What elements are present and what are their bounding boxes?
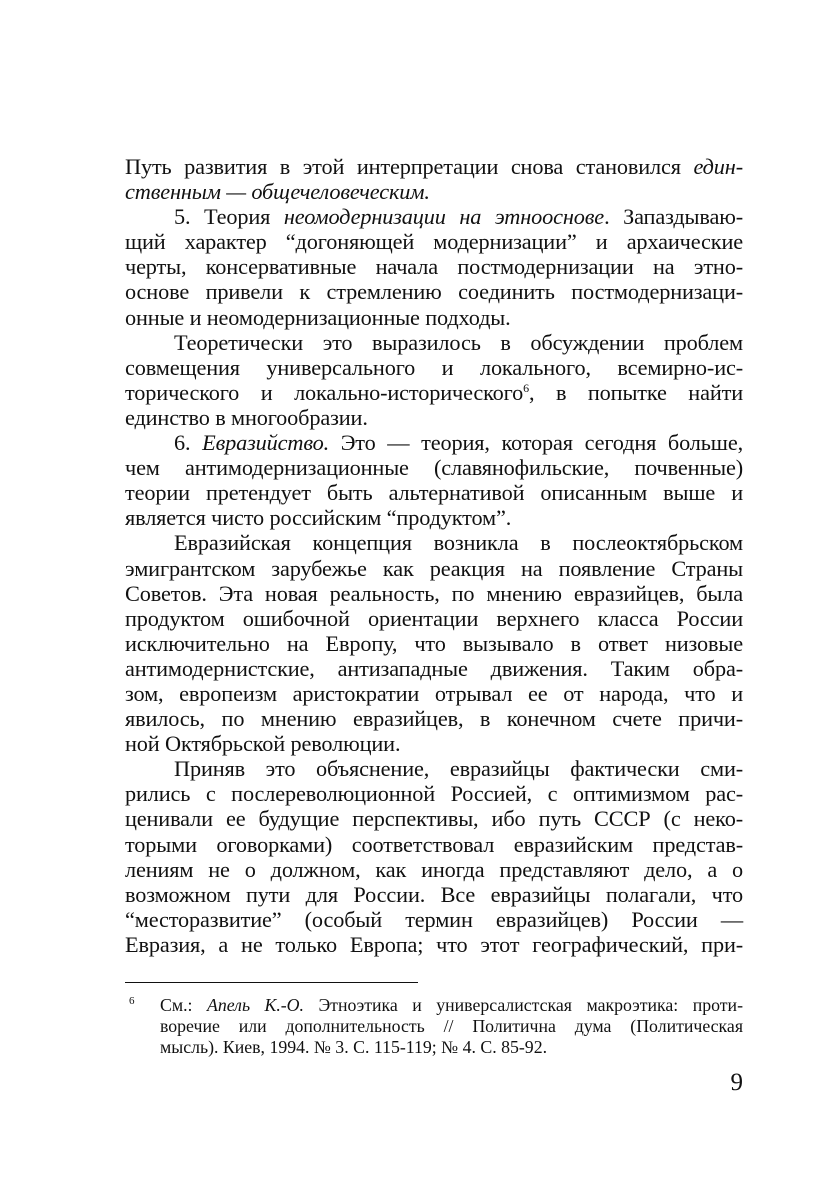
- text-line: ной Октябрьской революции.: [125, 731, 401, 757]
- text-line: 6. Евразийство. Это — теория, которая сегодня больше,: [174, 430, 743, 456]
- paragraph: [125, 430, 743, 530]
- text-line: торического и локально-исторического$^6$, в попытке найти: [125, 379, 743, 405]
- text-line: ценивали ее будущие перспективы, ибо путь СССР (с неко-: [125, 806, 743, 832]
- text-line: совмещения универсального и локального, всемирно-ис-: [125, 354, 743, 380]
- text-line: теории претендует быть альтернативой описанным выше и: [125, 480, 743, 506]
- footnote-line: воречие или дополнительность // Политична дума (Политическая: [160, 1016, 743, 1037]
- text-line: ственным — общечеловеческим.: [125, 179, 430, 205]
- text-line: щий характер “догоняющей модернизации” и архаические: [125, 229, 743, 255]
- paragraph: [125, 330, 743, 430]
- paragraph: [125, 530, 743, 756]
- footnote-divider: [125, 982, 418, 983]
- text-line: лениям не о должном, как иногда представляют дело, а о: [125, 856, 743, 882]
- main-text: [125, 154, 743, 957]
- footnote-line: См.: Апель К.-О. Этноэтика и универсалистская макроэтика: проти-: [160, 995, 743, 1015]
- footnote-line: мысль). Киев, 1994. № 3. С. 115-119; № 4. С. 85-92.: [160, 1037, 548, 1058]
- text-line: Приняв это объяснение, евразийцы фактически сми-: [174, 756, 743, 782]
- text-line: антимодернистские, антизападные движения. Таким обра-: [125, 655, 743, 681]
- text-line: является чисто российским “продуктом”.: [125, 505, 512, 531]
- text-line: чем антимодернизационные (славянофильские, почвенные): [125, 455, 743, 481]
- text-line: Евразия, а не только Европа; что этот географический, при-: [125, 931, 743, 957]
- text-line: Евразийская концепция возникла в послеоктябрьском: [174, 530, 743, 556]
- text-line: зом, европеизм аристократии отрывал ее от народа, что и: [125, 680, 743, 706]
- text-line: Советов. Эта новая реальность, по мнению евразийцев, была: [125, 580, 743, 606]
- text-line: эмигрантском зарубежье как реакция на появление Страны: [125, 555, 743, 581]
- text-line: “месторазвитие” (особый термин евразийцев) России —: [125, 906, 743, 932]
- text-line: исключительно на Европу, что вызывало в ответ низовые: [125, 630, 743, 656]
- text-line: возможном пути для России. Все евразийцы полагали, что: [125, 881, 743, 907]
- footnote-reference[interactable]: 6: [523, 380, 529, 395]
- page-number: 9: [730, 1069, 743, 1096]
- text-line: черты, консервативные начала постмодернизации на этно-: [125, 254, 743, 280]
- text-line: торыми оговорками) соответствовал евразийским представ-: [125, 831, 743, 857]
- text-line: онные и неомодернизационные подходы.: [125, 304, 511, 330]
- paragraph: [125, 204, 743, 329]
- paragraph: [125, 154, 743, 204]
- footnote: [125, 995, 743, 1059]
- text-line: основе привели к стремлению соединить постмодернизаци-: [125, 279, 743, 305]
- paragraph: [125, 756, 743, 957]
- text-line: 5. Теория неомодернизации на этнооснове. Запаздываю-: [174, 204, 743, 230]
- text-line: Путь развития в этой интерпретации снова становился един-: [125, 154, 743, 179]
- footnote-text: [160, 995, 743, 1059]
- text-line: явилось, по мнению евразийцев, в конечном счете причи-: [125, 706, 743, 732]
- text-line: рились с послереволюционной Россией, с оптимизмом рас-: [125, 781, 743, 807]
- footnote-number: 6: [129, 995, 135, 1007]
- text-line: единство в многообразии.: [125, 404, 368, 430]
- text-line: продуктом ошибочной ориентации верхнего класса России: [125, 605, 743, 631]
- text-line: Теоретически это выразилось в обсуждении проблем: [174, 329, 743, 355]
